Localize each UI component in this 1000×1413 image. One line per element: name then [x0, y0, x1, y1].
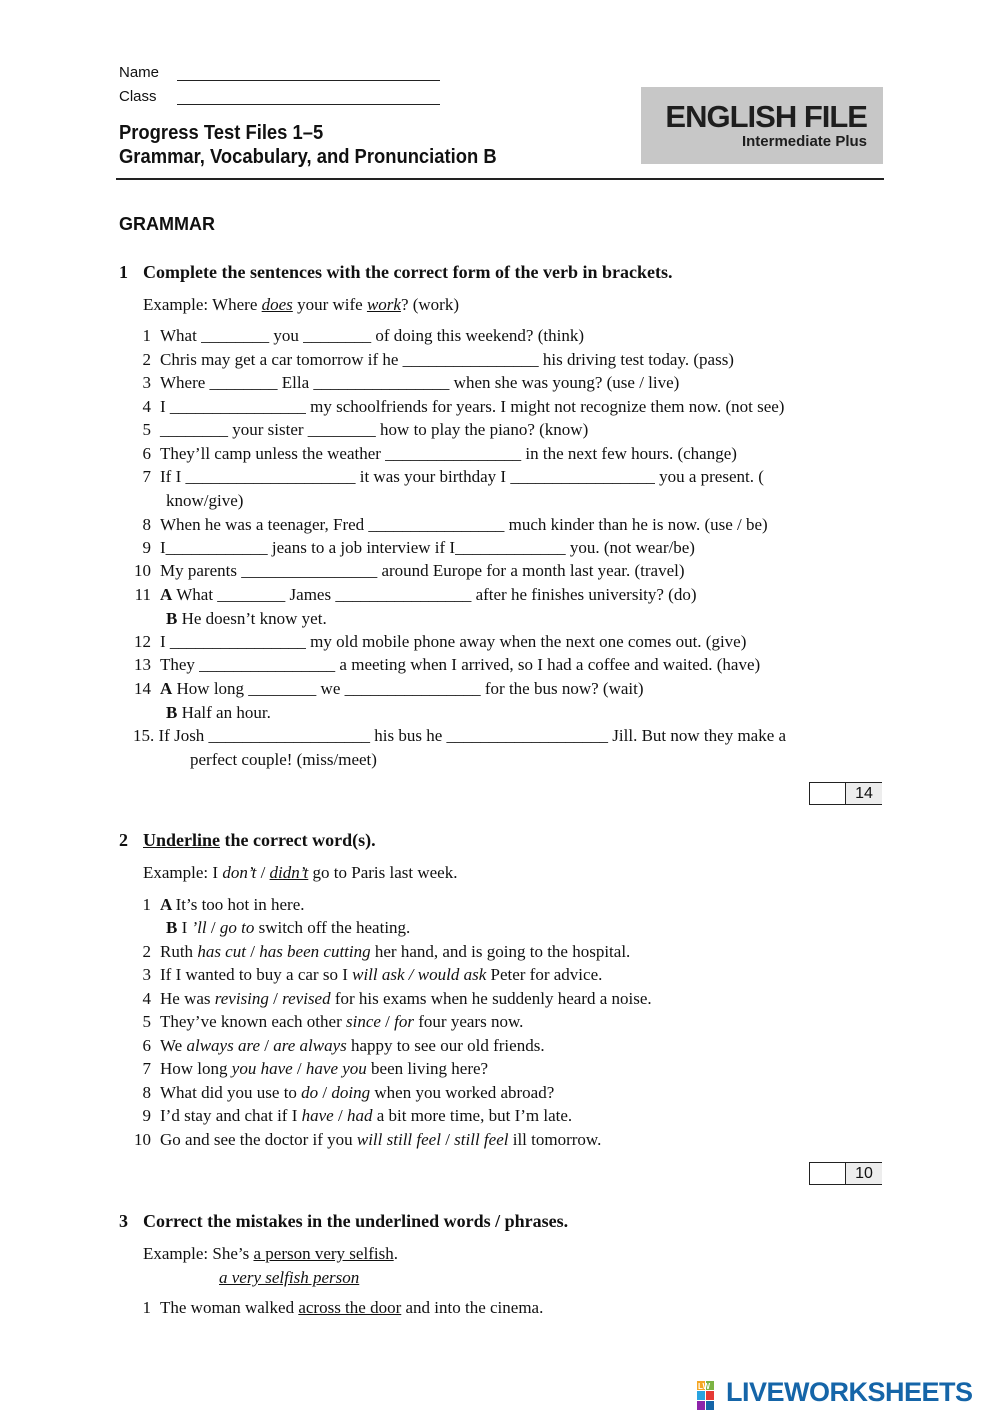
q1-item-number: 6	[142, 444, 151, 463]
q2-item-text[interactable]: We always are / are always happy to see our old friends.	[160, 1036, 545, 1055]
q1-item-reply: B He doesn’t know yet.	[166, 609, 327, 628]
q1-item-text[interactable]: A How long ________ we ________________ for the bus now? (wait)	[160, 679, 644, 698]
q1-item-text[interactable]: I ________________ my schoolfriends for years. I might not recognize them now. (not see)	[160, 397, 785, 416]
q3-example-correction	[219, 1268, 359, 1288]
q1-example-answer1: does	[261, 295, 293, 314]
q1-item-number: 8	[142, 515, 151, 534]
q1-item-text[interactable]: Where ________ Ella ________________ when she was young? (use / live)	[160, 373, 680, 392]
q1-item-text[interactable]: What ________ you ________ of doing this weekend? (think)	[160, 326, 584, 345]
q2-example-suffix: go to Paris last week.	[308, 863, 458, 882]
q2-item-number: 1	[142, 895, 151, 914]
q1-item-text[interactable]: I ________________ my old mobile phone away when the next one comes out. (give)	[160, 632, 747, 651]
q2-item-number: 7	[142, 1059, 151, 1078]
q2-item-number: 2	[142, 942, 151, 961]
q2-option-2[interactable]: revised	[282, 989, 331, 1008]
q1-item-number: 14	[134, 679, 151, 698]
q2-item-number: 10	[134, 1130, 151, 1149]
q1-item-text[interactable]: If I ____________________ it was your birthday I _________________ you a present. (	[160, 467, 764, 486]
q3-example-wrong: a person very selfish	[253, 1244, 394, 1263]
q2-example	[143, 863, 457, 883]
name-input-line[interactable]	[177, 80, 440, 81]
q2-item-text[interactable]: If I wanted to buy a car so I will ask / would ask Peter for advice.	[160, 965, 603, 984]
q2-item-number: 5	[142, 1012, 151, 1031]
q2-option-2[interactable]: have you	[305, 1059, 367, 1078]
q1-speaker-a: A	[160, 585, 173, 604]
section-title: GRAMMAR	[119, 214, 215, 234]
q2-item-text[interactable]: I’d stay and chat if I have / had a bit more time, but I’m late.	[160, 1106, 573, 1125]
liveworksheets-brand: LIVEWORKSHEETS	[726, 1377, 973, 1407]
q2-option-1[interactable]: revising	[214, 989, 269, 1008]
q2-example-option1: don’t	[222, 863, 257, 882]
q2-option-1[interactable]: always are	[186, 1036, 260, 1055]
q2-option-1[interactable]: has cut	[197, 942, 246, 961]
name-label: Name	[119, 64, 160, 81]
q2-example-sep: /	[256, 863, 270, 882]
q3-item-number: 1	[142, 1298, 151, 1317]
q1-item-number: 1	[142, 326, 151, 345]
q1-item-reply: B Half an hour.	[166, 703, 271, 722]
test-subtitle: Grammar, Vocabulary, and Pronunciation B	[119, 146, 497, 168]
q3-example-suffix: .	[393, 1244, 398, 1263]
q3-item-text[interactable]: The woman walked across the door and into the cinema.	[160, 1298, 544, 1317]
q2-item-text[interactable]: Go and see the doctor if you will still feel / still feel ill tomorrow.	[160, 1130, 602, 1149]
q3-instruction: Correct the mistakes in the underlined words / phrases.	[143, 1211, 569, 1231]
q1-item-number: 10	[134, 561, 151, 580]
q3-example	[143, 1244, 398, 1264]
q2-item-number: 8	[142, 1083, 151, 1102]
brand-box	[641, 87, 883, 164]
q2-item-text[interactable]: Ruth has cut / has been cutting her hand, and is going to the hospital.	[160, 942, 631, 961]
q1-example-mid: your wife	[292, 295, 367, 314]
q1-item-number: 7	[142, 467, 151, 486]
brand-subtitle: Intermediate Plus	[741, 133, 867, 150]
q2-item-text[interactable]: He was revising / revised for his exams when he suddenly heard a noise.	[160, 989, 652, 1008]
q2-item-text[interactable]: They’ve known each other since / for four years now.	[160, 1012, 524, 1031]
q1-score-total: 14	[845, 783, 882, 804]
q3-item-mistake: across the door	[298, 1298, 402, 1317]
q1-item-number: 3	[142, 373, 151, 392]
q1-example	[143, 295, 459, 315]
q2-option-2[interactable]: go to	[219, 918, 255, 937]
q1-item-continuation: know/give)	[166, 491, 244, 510]
q2-item-reply[interactable]: B I ’ll / go to switch off the heating.	[166, 918, 411, 937]
q2-speaker-b: B	[166, 918, 182, 937]
q1-item-number: 11	[134, 585, 151, 604]
q1-speaker-b: B	[166, 609, 178, 628]
q1-example-answer2: work	[366, 295, 401, 314]
q2-option-1[interactable]: will still feel	[356, 1130, 441, 1149]
q2-item-number: 4	[142, 989, 151, 1008]
q1-item-text[interactable]: Chris may get a car tomorrow if he ________________ his driving test today. (pass)	[160, 350, 734, 369]
logo-letter-l: LW	[698, 1382, 710, 1391]
q1-item-text[interactable]: They ________________ a meeting when I arrived, so I had a coffee and waited. (have)	[160, 655, 761, 674]
q2-item-number: 9	[142, 1106, 151, 1125]
q1-item-text[interactable]: 15. If Josh ___________________ his bus he ___________________ Jill. But now they make a	[133, 726, 787, 745]
q2-option-2[interactable]: doing	[331, 1083, 371, 1102]
q1-item-text[interactable]: I____________ jeans to a job interview if I_____________ you. (not wear/be)	[160, 538, 695, 557]
q2-item-text[interactable]: How long you have / have you been living here?	[160, 1059, 489, 1078]
q2-number: 2	[119, 830, 128, 850]
q1-item-text[interactable]: When he was a teenager, Fred ________________ much kinder than he is now. (use / be)	[160, 515, 768, 534]
q2-item-number: 6	[142, 1036, 151, 1055]
q1-number: 1	[119, 262, 128, 282]
q1-item-text[interactable]: They’ll camp unless the weather ________________ in the next few hours. (change)	[160, 444, 737, 463]
liveworksheets-logo-icon	[697, 1379, 725, 1411]
q2-option-1[interactable]: ’ll	[191, 918, 207, 937]
q1-item-text[interactable]: ________ your sister ________ how to play the piano? (know)	[160, 420, 589, 439]
q2-option-1[interactable]: have	[301, 1106, 334, 1125]
q3-number: 3	[119, 1211, 128, 1231]
q2-option-1[interactable]: will ask / would ask	[352, 965, 487, 984]
q2-example-prefix: Example: I	[143, 863, 223, 882]
q1-item-text[interactable]: A What ________ James ________________ after he finishes university? (do)	[160, 585, 697, 604]
q1-speaker-a: A	[160, 679, 173, 698]
q1-example-suffix: ? (work)	[400, 295, 459, 314]
q1-speaker-b: B	[166, 703, 178, 722]
q2-option-1[interactable]: you have	[231, 1059, 293, 1078]
q2-option-2[interactable]: had	[346, 1106, 373, 1125]
brand-title: ENGLISH FILE	[665, 99, 867, 134]
q1-example-prefix: Example: Where	[143, 295, 262, 314]
q1-item-text[interactable]: My parents ________________ around Europe for a month last year. (travel)	[160, 561, 685, 580]
class-input-line[interactable]	[177, 104, 440, 105]
q1-item-number: 5	[142, 420, 151, 439]
q2-instruction-rest: the correct word(s).	[220, 830, 376, 850]
q2-speaker-a: A	[160, 895, 176, 914]
q3-example-prefix: Example: She’s	[143, 1244, 254, 1263]
class-label: Class	[119, 88, 157, 105]
q2-option-1[interactable]: since	[345, 1012, 381, 1031]
q1-item-number: 9	[142, 538, 151, 557]
q3-example-correct: a very selfish person	[219, 1268, 360, 1287]
q2-example-option2: didn’t	[269, 863, 309, 882]
q2-option-2[interactable]: has been cutting	[259, 942, 371, 961]
q2-item-number: 3	[142, 965, 151, 984]
q2-item-text[interactable]: What did you use to do / doing when you worked abroad?	[160, 1083, 555, 1102]
header-divider	[116, 178, 884, 180]
q2-score-box[interactable]	[809, 1162, 882, 1185]
q2-option-1[interactable]: do	[301, 1083, 319, 1102]
q2-option-2[interactable]: are always	[273, 1036, 347, 1055]
q2-instruction-underline: Underline	[143, 830, 221, 850]
q1-instruction: Complete the sentences with the correct form of the verb in brackets.	[143, 262, 673, 282]
q2-option-2[interactable]: for	[394, 1012, 414, 1031]
q1-item-number: 2	[142, 350, 151, 369]
q1-item-number: 12	[134, 632, 151, 651]
q1-item-continuation: perfect couple! (miss/meet)	[190, 750, 377, 769]
q1-item-number: 4	[142, 397, 151, 416]
q1-item-number: 13	[134, 655, 151, 674]
q1-score-box[interactable]	[809, 782, 882, 805]
q2-instruction	[143, 830, 376, 851]
q2-score-total: 10	[845, 1163, 882, 1184]
test-title: Progress Test Files 1–5	[119, 122, 324, 144]
q2-item-text[interactable]: A It’s too hot in here.	[160, 895, 305, 914]
q2-option-2[interactable]: still feel	[454, 1130, 509, 1149]
